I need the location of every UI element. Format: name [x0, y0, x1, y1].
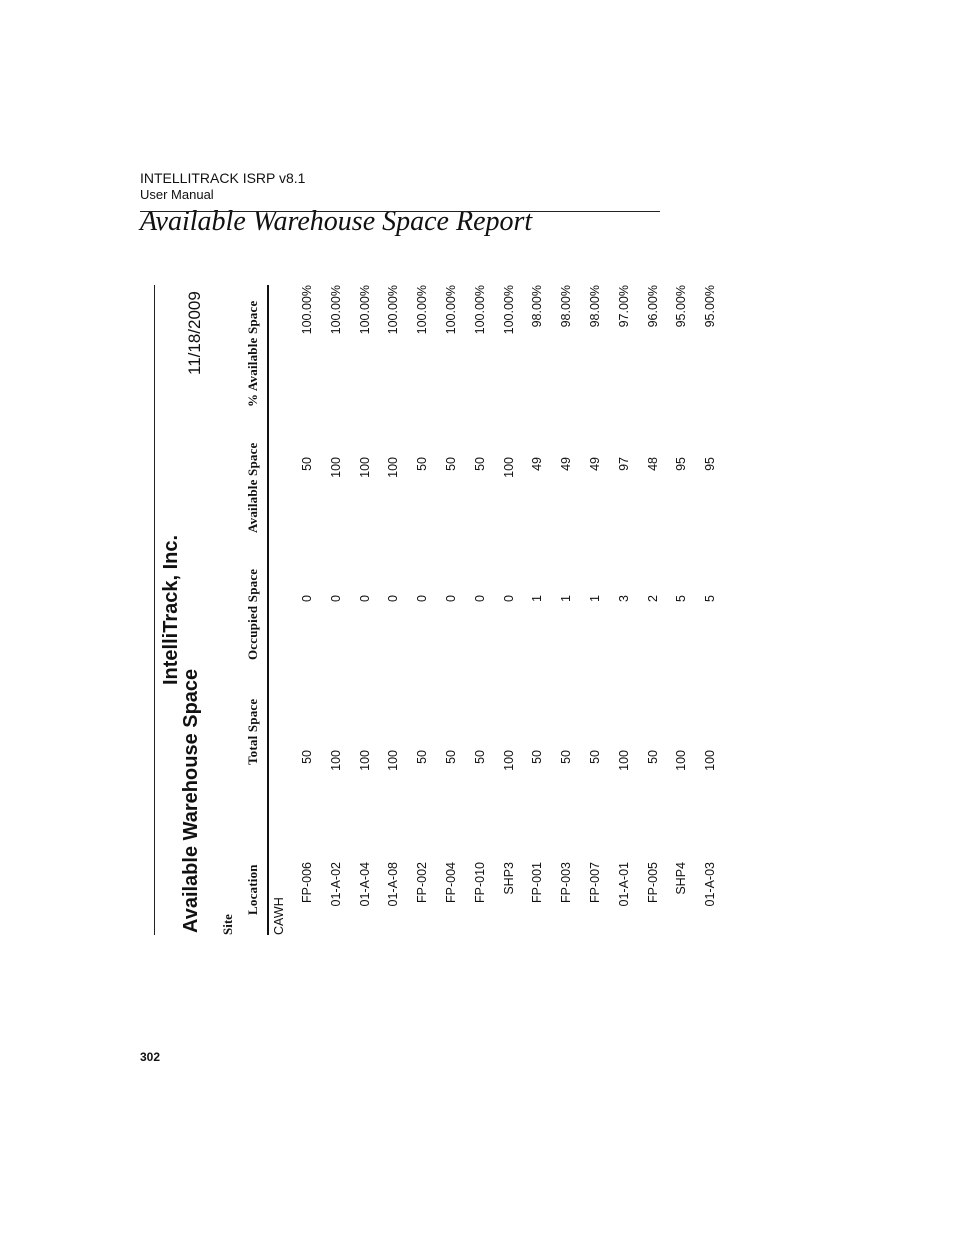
pct-available-cell: 95.00% [703, 285, 718, 328]
location-cell: 01-A-01 [616, 862, 631, 907]
pct-available-cell: 100.00% [501, 285, 516, 335]
total-space-cell: 100 [501, 750, 516, 771]
available-space-cell: 49 [559, 457, 574, 471]
pct-available-cell: 98.00% [588, 285, 602, 328]
pct-available-cell: 100.00% [300, 285, 314, 335]
occupied-space-cell: 0 [415, 595, 430, 602]
total-space-cell: 50 [530, 750, 545, 764]
location-cell: 01-A-02 [328, 862, 343, 907]
available-space-cell: 48 [645, 457, 660, 471]
location-cell: FP-003 [559, 862, 574, 903]
location-cell: FP-007 [588, 862, 602, 903]
total-space-cell: 100 [386, 750, 401, 771]
manual-name: User Manual [140, 187, 214, 202]
total-space-cell: 100 [328, 750, 343, 771]
occupied-space-cell: 0 [300, 595, 314, 602]
header-rule [140, 211, 660, 212]
site-column-header: Site [220, 914, 235, 935]
available-space-cell: 49 [530, 457, 545, 471]
location-cell: FP-002 [415, 862, 430, 903]
available-space-cell: 50 [472, 457, 487, 471]
occupied-space-cell: 1 [559, 595, 574, 602]
report-company: IntelliTrack, Inc. [160, 534, 182, 685]
occupied-space-cell: 5 [674, 595, 689, 602]
total-space-cell: 100 [616, 750, 631, 771]
available-space-cell: 97 [616, 457, 631, 471]
location-cell: SHP4 [674, 862, 689, 895]
total-space-cell: 50 [300, 750, 314, 764]
total-space-cell: 50 [588, 750, 602, 764]
pct-available-cell: 100.00% [328, 285, 343, 335]
occupied-space-cell: 0 [501, 595, 516, 602]
available-space-cell: 95 [674, 457, 689, 471]
available-space-cell: 100 [328, 457, 343, 478]
occupied-space-cell: 5 [703, 595, 718, 602]
pct-available-cell: 100.00% [444, 285, 458, 335]
occupied-space-cell: 1 [530, 595, 545, 602]
available-space-cell: 49 [588, 457, 602, 471]
location-cell: SHP3 [501, 862, 516, 895]
page-title: Available Warehouse Space Report [140, 206, 533, 237]
pct-available-cell: 95.00% [674, 285, 689, 328]
pct-available-cell: 98.00% [530, 285, 545, 328]
total-space-cell: 100 [674, 750, 689, 771]
pct-available-column-header: % Available Space [245, 300, 260, 407]
available-space-cell: 100 [501, 457, 516, 478]
occupied-space-cell: 2 [645, 595, 660, 602]
location-column-header: Location [245, 864, 260, 915]
pct-available-cell: 100.00% [415, 285, 430, 335]
occupied-space-cell: 0 [328, 595, 343, 602]
total-space-cell: 50 [472, 750, 487, 764]
occupied-space-cell: 3 [616, 595, 631, 602]
pct-available-cell: 100.00% [357, 285, 372, 335]
occupied-space-cell: 0 [357, 595, 372, 602]
location-cell: FP-010 [472, 862, 487, 903]
occupied-space-cell: 0 [444, 595, 458, 602]
total-space-cell: 100 [703, 750, 718, 771]
product-name: INTELLITRACK ISRP v8.1 [140, 170, 306, 186]
page-number: 302 [140, 1050, 161, 1064]
available-space-cell: 50 [415, 457, 430, 471]
report-date: 11/18/2009 [185, 291, 204, 375]
occupied-space-column-header: Occupied Space [245, 568, 260, 660]
total-space-cell: 50 [559, 750, 574, 764]
occupied-space-cell: 1 [588, 595, 602, 602]
location-cell: FP-005 [645, 862, 660, 903]
pct-available-cell: 97.00% [616, 285, 631, 328]
available-space-cell: 50 [300, 457, 314, 471]
column-header-rule [267, 285, 269, 935]
available-space-cell: 100 [357, 457, 372, 478]
pct-available-cell: 96.00% [645, 285, 660, 328]
location-cell: 01-A-08 [386, 862, 401, 907]
site-name: CAWH [272, 897, 286, 935]
occupied-space-cell: 0 [472, 595, 487, 602]
available-space-cell: 50 [444, 457, 458, 471]
report-top-rule [154, 285, 155, 935]
available-space-cell: 100 [386, 457, 401, 478]
report-title: Available Warehouse Space [180, 668, 202, 933]
pct-available-cell: 98.00% [559, 285, 574, 328]
pct-available-cell: 100.00% [472, 285, 487, 335]
occupied-space-cell: 0 [386, 595, 401, 602]
rotated-report [150, 285, 740, 935]
location-cell: FP-004 [444, 862, 458, 903]
location-cell: 01-A-03 [703, 862, 718, 907]
available-space-column-header: Available Space [245, 442, 260, 533]
total-space-cell: 100 [357, 750, 372, 771]
total-space-cell: 50 [645, 750, 660, 764]
location-cell: FP-001 [530, 862, 545, 903]
location-cell: FP-006 [300, 862, 314, 903]
total-space-column-header: Total Space [245, 698, 260, 765]
location-cell: 01-A-04 [357, 862, 372, 907]
total-space-cell: 50 [444, 750, 458, 764]
total-space-cell: 50 [415, 750, 430, 764]
available-space-cell: 95 [703, 457, 718, 471]
pct-available-cell: 100.00% [386, 285, 401, 335]
